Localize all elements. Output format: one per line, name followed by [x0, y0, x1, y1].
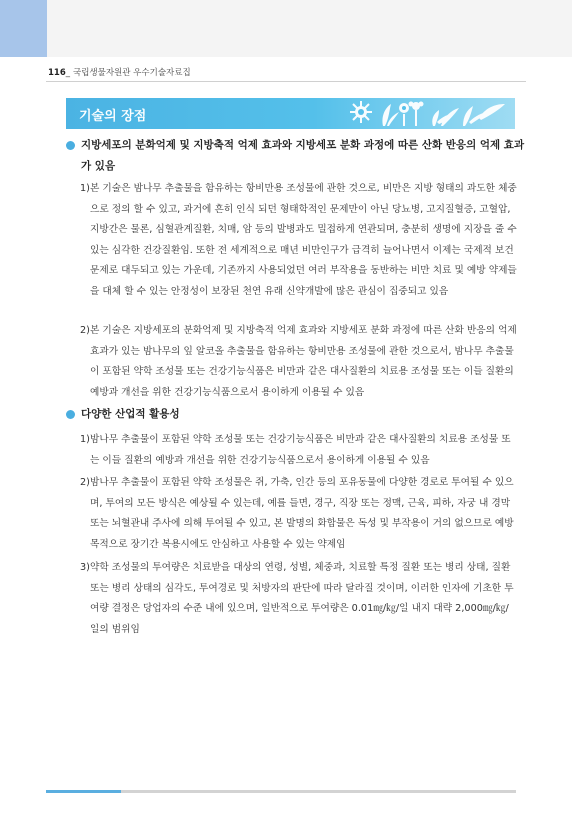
- item-number: 1): [80, 434, 90, 445]
- item-text: 밤나무 추출물이 포함된 약학 조성물은 쥐, 가축, 인간 등의 포유동물에 다양한 경로로 투여될 수 있으며, 투여의 모든 방식은 예상될 수 있는데, 예를 들면, 경구, 직장 또는 정맥, 근육, 피하, 자궁 내 경막 또는 뇌혈관내 주사에 의해 투여될 수 있고, 본 발명의 화합물은 독성 및 부작용이 거의 없으므로 예방 목적으로 장기간 복용시에도 안심하고 사용할 수 있는 약제임: [90, 477, 514, 550]
- footer-accent-bar: [46, 790, 121, 793]
- item-number: 2): [80, 325, 90, 336]
- section-heading-2: [66, 404, 526, 425]
- list-item: [80, 558, 517, 640]
- header-separator: _: [65, 68, 70, 78]
- section-heading-1: [66, 135, 526, 177]
- running-header: [48, 66, 191, 78]
- top-band: [47, 0, 572, 57]
- list-item: [80, 430, 517, 471]
- item-text: 본 기술은 지방세포의 분화억제 및 지방축적 억제 효과와 지방세포 분화 과정에 따른 산화 반응의 억제 효과가 있는 밤나무의 잎 알코올 추출물을 함유하는 항비만용 조성물에 관한 것으로서, 밤나무 추출물이 포함된 약학 조성물 또는 건강기능식품은 비만과 같은 대사질환의 치료용 조성물 또는 이들 질환의 예방과 개선을 위한 건강기능식품으로서 용이하게 이용될 수 있음: [90, 325, 517, 398]
- section-heading-text: 다양한 산업적 활용성: [81, 408, 180, 420]
- list-item: [80, 179, 517, 302]
- header-rule: [46, 81, 526, 82]
- section-heading-text: 지방세포의 분화억제 및 지방축적 억제 효과와 지방세포 분화 과정에 따른 산화 반응의 억제 효과가 있음: [81, 139, 525, 172]
- corner-decoration: [0, 0, 47, 57]
- plant-silhouette-icon: [349, 100, 509, 127]
- item-number: 3): [80, 562, 90, 573]
- publication-title: 국립생물자원관 우수기술자료집: [73, 68, 191, 78]
- item-number: 1): [80, 183, 90, 194]
- item-text: 약학 조성물의 투여량은 치료받을 대상의 연령, 성별, 체중과, 치료할 특정 질환 또는 병리 상태, 질환 또는 병리 상태의 심각도, 투여경로 및 처방자의 판단에 따라 달라질 것이며, 이러한 인자에 기초한 투여량 결정은 당업자의 수준 내에 있으며, 일반적으로 투여량은 0.01㎎/㎏/일 내지 대략 2,000㎎/㎏/일의 범위임: [90, 562, 514, 635]
- list-item: [80, 473, 517, 555]
- footer-rule: [121, 790, 516, 793]
- item-text: 밤나무 추출물이 포함된 약학 조성물 또는 건강기능식품은 비만과 같은 대사질환의 치료용 조성물 또는 이들 질환의 예방과 개선을 위한 건강기능식품으로서 용이하게 이용될 수 있음: [90, 434, 511, 466]
- item-number: 2): [80, 477, 90, 488]
- list-item: [80, 321, 517, 403]
- banner-title: 기술의 장점: [79, 109, 147, 124]
- section-banner: [66, 98, 515, 129]
- item-text: 본 기술은 밤나무 추출물을 함유하는 항비만용 조성물에 관한 것으로, 비만은 지방 형태의 과도한 체중으로 정의 할 수 있고, 과거에 흔히 인식 되던 형태학적인 문제만이 아닌 당뇨병, 고지질혈증, 고혈압, 지방간은 물론, 심혈관계질환, 치매, 암 등의 발병과도 밀접하게 연관되며, 충분히 생명에 지장을 줄 수 있는 심각한 건강질환임. 또한 전 세계적으로 매년 비만인구가 급격히 늘어나면서 이제는 국제적 보건 문제로 대두되고 있는 가운데, 기존까지 사용되었던 여러 부작용을 동반하는 비만 치료 및 예방 약제들을 대체 할 수 있는 안정성이 보장된 천연 유래 신약개발에 많은 관심이 집중되고 있음: [90, 183, 517, 297]
- page-number: 116: [48, 68, 66, 78]
- bullet-icon: [66, 410, 75, 419]
- bullet-icon: [66, 141, 75, 150]
